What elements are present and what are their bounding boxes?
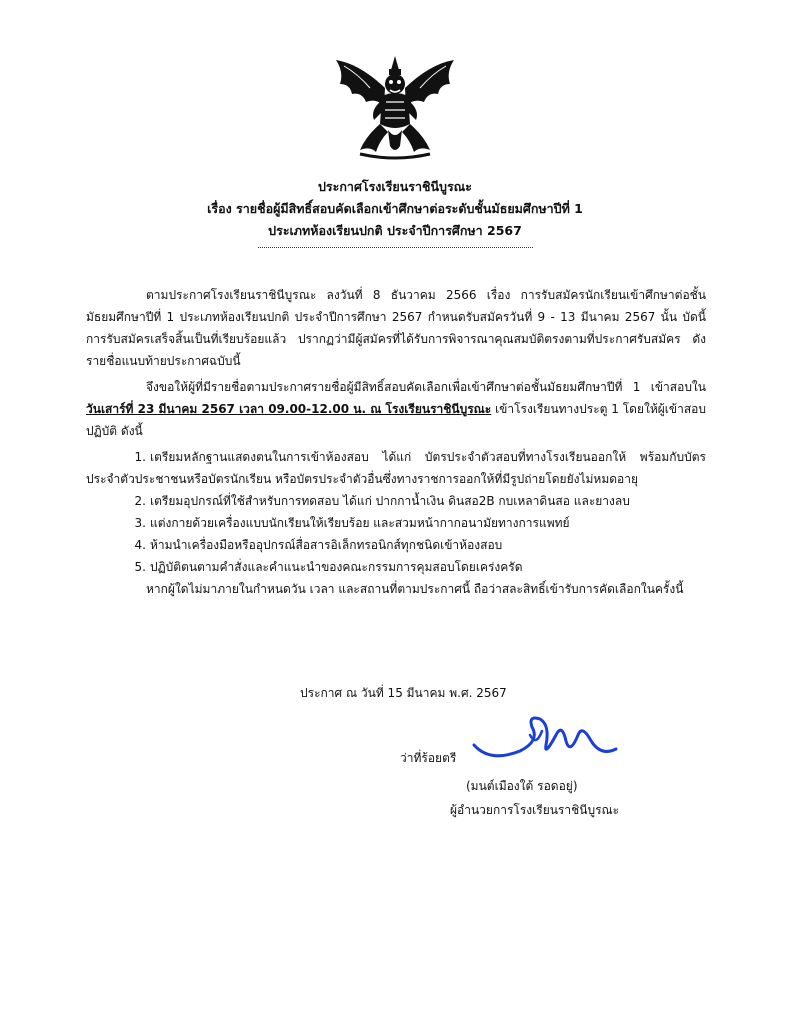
announcement-date: ประกาศ ณ วันที่ 15 มีนาคม พ.ศ. 2567 xyxy=(300,686,507,700)
signer-position: ผู้อำนวยการโรงเรียนราชินีบูรณะ xyxy=(450,803,620,817)
announcement-category: ประเภทห้องเรียนปกติ ประจำปีการศึกษา 2567 xyxy=(268,223,522,238)
list-item: 1. เตรียมหลักฐานแสดงตนในการเข้าห้องสอบ ได้แก่ บัตรประจำตัวสอบที่ทางโรงเรียนออกให้ พร้อมกับบัตรประจำตัวประชาชนหรือบัตรนักเรียน หรือบัตรประจำตัวอื่นซึ่งทางราชการออกให้ที่มีรูปถ่ายโดยยังไม่หมดอายุ xyxy=(86,450,706,486)
exam-date-location: วันเสาร์ที่ 23 มีนาคม 2567 เวลา 09.00-12.00 น. ณ โรงเรียนราชินีบูรณะ xyxy=(86,402,492,416)
signer-name: (มนต์เมืองใต้ รอดอยู่) xyxy=(466,779,578,793)
list-item: 4. ห้ามนำเครื่องมือหรืออุปกรณ์สื่อสารอิเล็กทรอนิกส์ทุกชนิดเข้าห้องสอบ xyxy=(134,538,503,552)
signature-block xyxy=(400,705,700,825)
handwritten-signature-icon xyxy=(470,705,620,767)
paragraph-1: ตามประกาศโรงเรียนราชินีบูรณะ ลงวันที่ 8 ธันวาคม 2566 เรื่อง การรับสมัครนักเรียนเข้าศึกษาต่อชั้นมัธยมศึกษาปีที่ 1 ประเภทห้องเรียนปกติ ประจำปีการศึกษา 2567 กำหนดรับสมัครวันที่ 9 - 13 มีนาคม 2567 นั้น บัดนี้การรับสมัครเสร็จสิ้นเป็นที่เรียบร้อยแล้ว ปรากฏว่ามีผู้สมัครที่ได้รับการพิจารณาคุณสมบัติตรงตามที่ประกาศรับสมัคร ดังรายชื่อแนบท้ายประกาศฉบับนี้ xyxy=(86,288,706,368)
paragraph-2 xyxy=(86,376,706,442)
announcement-subject: เรื่อง รายชื่อผู้มีสิทธิ์สอบคัดเลือกเข้าศึกษาต่อระดับชั้นมัธยมศึกษาปีที่ 1 xyxy=(207,201,583,216)
divider xyxy=(258,246,533,248)
signer-rank: ว่าที่ร้อยตรี xyxy=(400,751,457,765)
list-item: 2. เตรียมอุปกรณ์ที่ใช้สำหรับการทดสอบ ได้แก่ ปากกาน้ำเงิน ดินสอ2B กบเหลาดินสอ และยางลบ xyxy=(134,494,630,508)
paragraph-2-end: เข้าโรงเรียนทางประตู 1 โดยให้ผู้เข้าสอบปฏิบัติ ดังนี้ xyxy=(86,402,706,438)
paragraph-3: หากผู้ใดไม่มาภายในกำหนดวัน เวลา และสถานที่ตามประกาศนี้ ถือว่าสละสิทธิ์เข้ารับการคัดเลือกในครั้งนี้ xyxy=(146,582,684,596)
paragraph-2-start: จึงขอให้ผู้ที่มีรายชื่อตามประกาศรายชื่อผู้มีสิทธิ์สอบคัดเลือกเพื่อเข้าศึกษาต่อชั้นมัธยมศึกษาปีที่ 1 เข้าสอบใน xyxy=(146,380,706,394)
list-item: 5. ปฏิบัติตนตามคำสั่งและคำแนะนำของคณะกรรมการคุมสอบโดยเคร่งครัด xyxy=(134,560,523,574)
list-item: 3. แต่งกายด้วยเครื่องแบบนักเรียนให้เรียบร้อย และสวมหน้ากากอนามัยทางการแพทย์ xyxy=(134,516,570,530)
title-block xyxy=(80,176,710,248)
garuda-emblem-icon xyxy=(330,54,460,166)
document-body xyxy=(86,284,706,604)
announcement-heading: ประกาศโรงเรียนราชินีบูรณะ xyxy=(318,179,472,194)
